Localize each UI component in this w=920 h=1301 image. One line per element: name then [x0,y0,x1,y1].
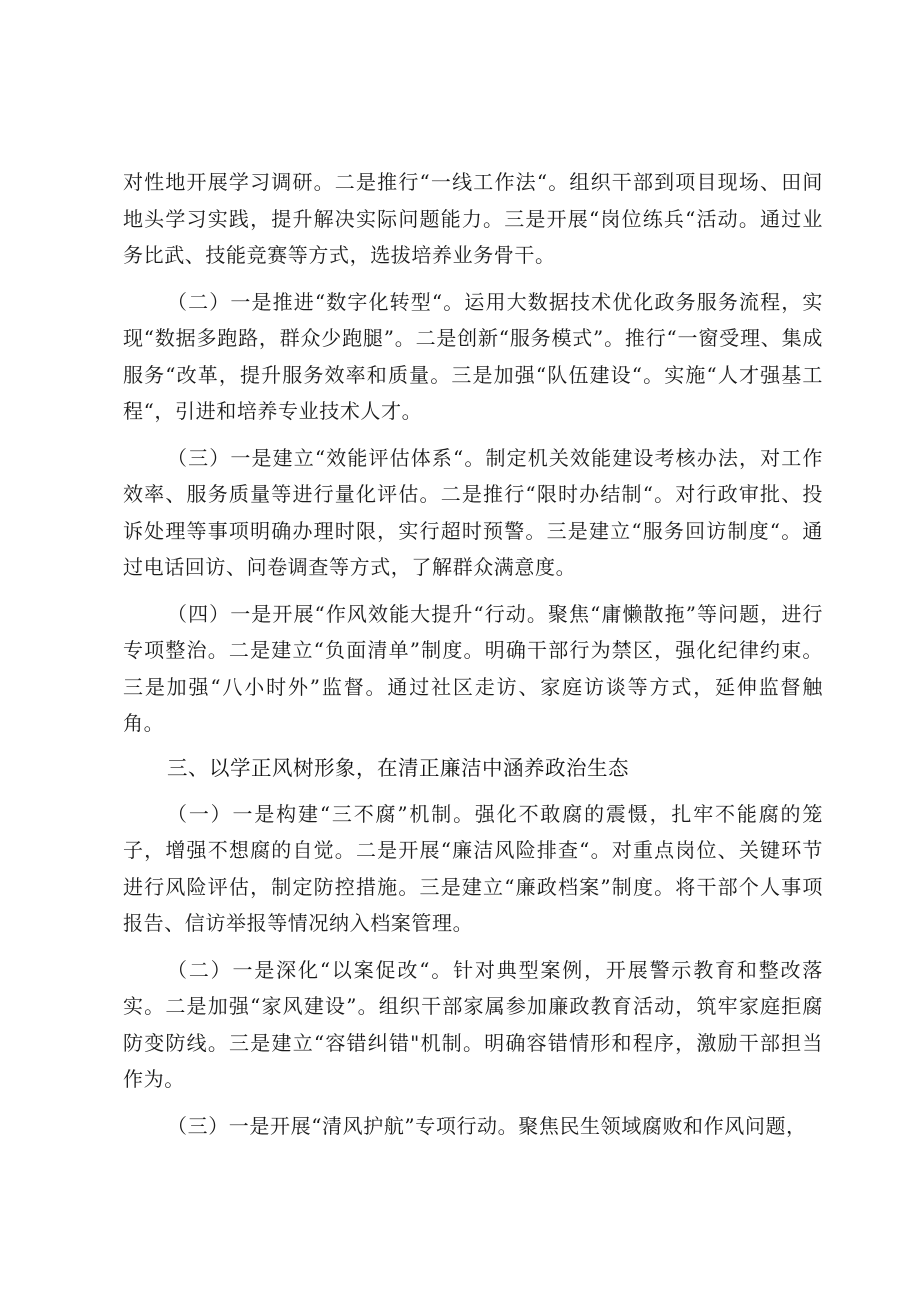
paragraph-section3-item-3: （三）一是开展“清风护航”专项行动。聚焦民生领域腐败和作风问题， [167,1113,807,1138]
paragraph-item-3: （三）一是建立“效能评估体系“。制定机关效能建设考核办法，对工作效率、服务质量等进行量化评估。二是推行“限时办结制“。对行政审批、投诉处理等事项明确办理时限，实行超时预警。三是建立“服务回访制度“。通过电话回访、问卷调查等方式，了解群众满意度。 [123,445,823,579]
paragraph-section3-item-1: （一）一是构建“三不腐”机制。强化不敢腐的震慑，扎牢不能腐的笼子，增强不想腐的自觉。二是开展“廉洁风险排查“。对重点岗位、关键环节进行风险评估，制定防控措施。三是建立“廉政档案”制度。将干部个人事项报告、信访举报等情况纳入档案管理。 [123,801,823,935]
paragraph-continuation: 对性地开展学习调研。二是推行“一线工作法“。组织干部到项目现场、田间地头学习实践，提升解决实际问题能力。三是开展“岗位练兵“活动。通过业务比武、技能竞赛等方式，选拔培养业务骨干。 [123,170,823,267]
section-heading: 三、以学正风树形象，在清正廉洁中涵养政治生态 [167,755,629,780]
paragraph-section3-item-2: （二）一是深化“以案促改“。针对典型案例，开展警示教育和整改落实。二是加强“家风建设”。组织干部家属参加廉政教育活动，筑牢家庭拒腐防变防线。三是建立“容错纠错"机制。明确容错情形和程序，激励干部担当作为。 [123,957,823,1091]
paragraph-item-4: （四）一是开展“作风效能大提升“行动。聚焦“庸懒散拖”等问题，进行专项整治。二是建立“负面清单”制度。明确干部行为禁区，强化纪律约束。三是加强“八小时外”监督。通过社区走访、家庭访谈等方式，延伸监督触角。 [123,601,823,735]
document-page [123,164,823,1144]
paragraph-item-2: （二）一是推进“数字化转型“。运用大数据技术优化政务服务流程，实现“数据多跑路，群众少跑腿”。二是创新“服务模式”。推行“一窗受理、集成服务“改革，提升服务效率和质量。三是加强“队伍建设“。实施“人才强基工程“，引进和培养专业技术人才。 [123,289,823,423]
